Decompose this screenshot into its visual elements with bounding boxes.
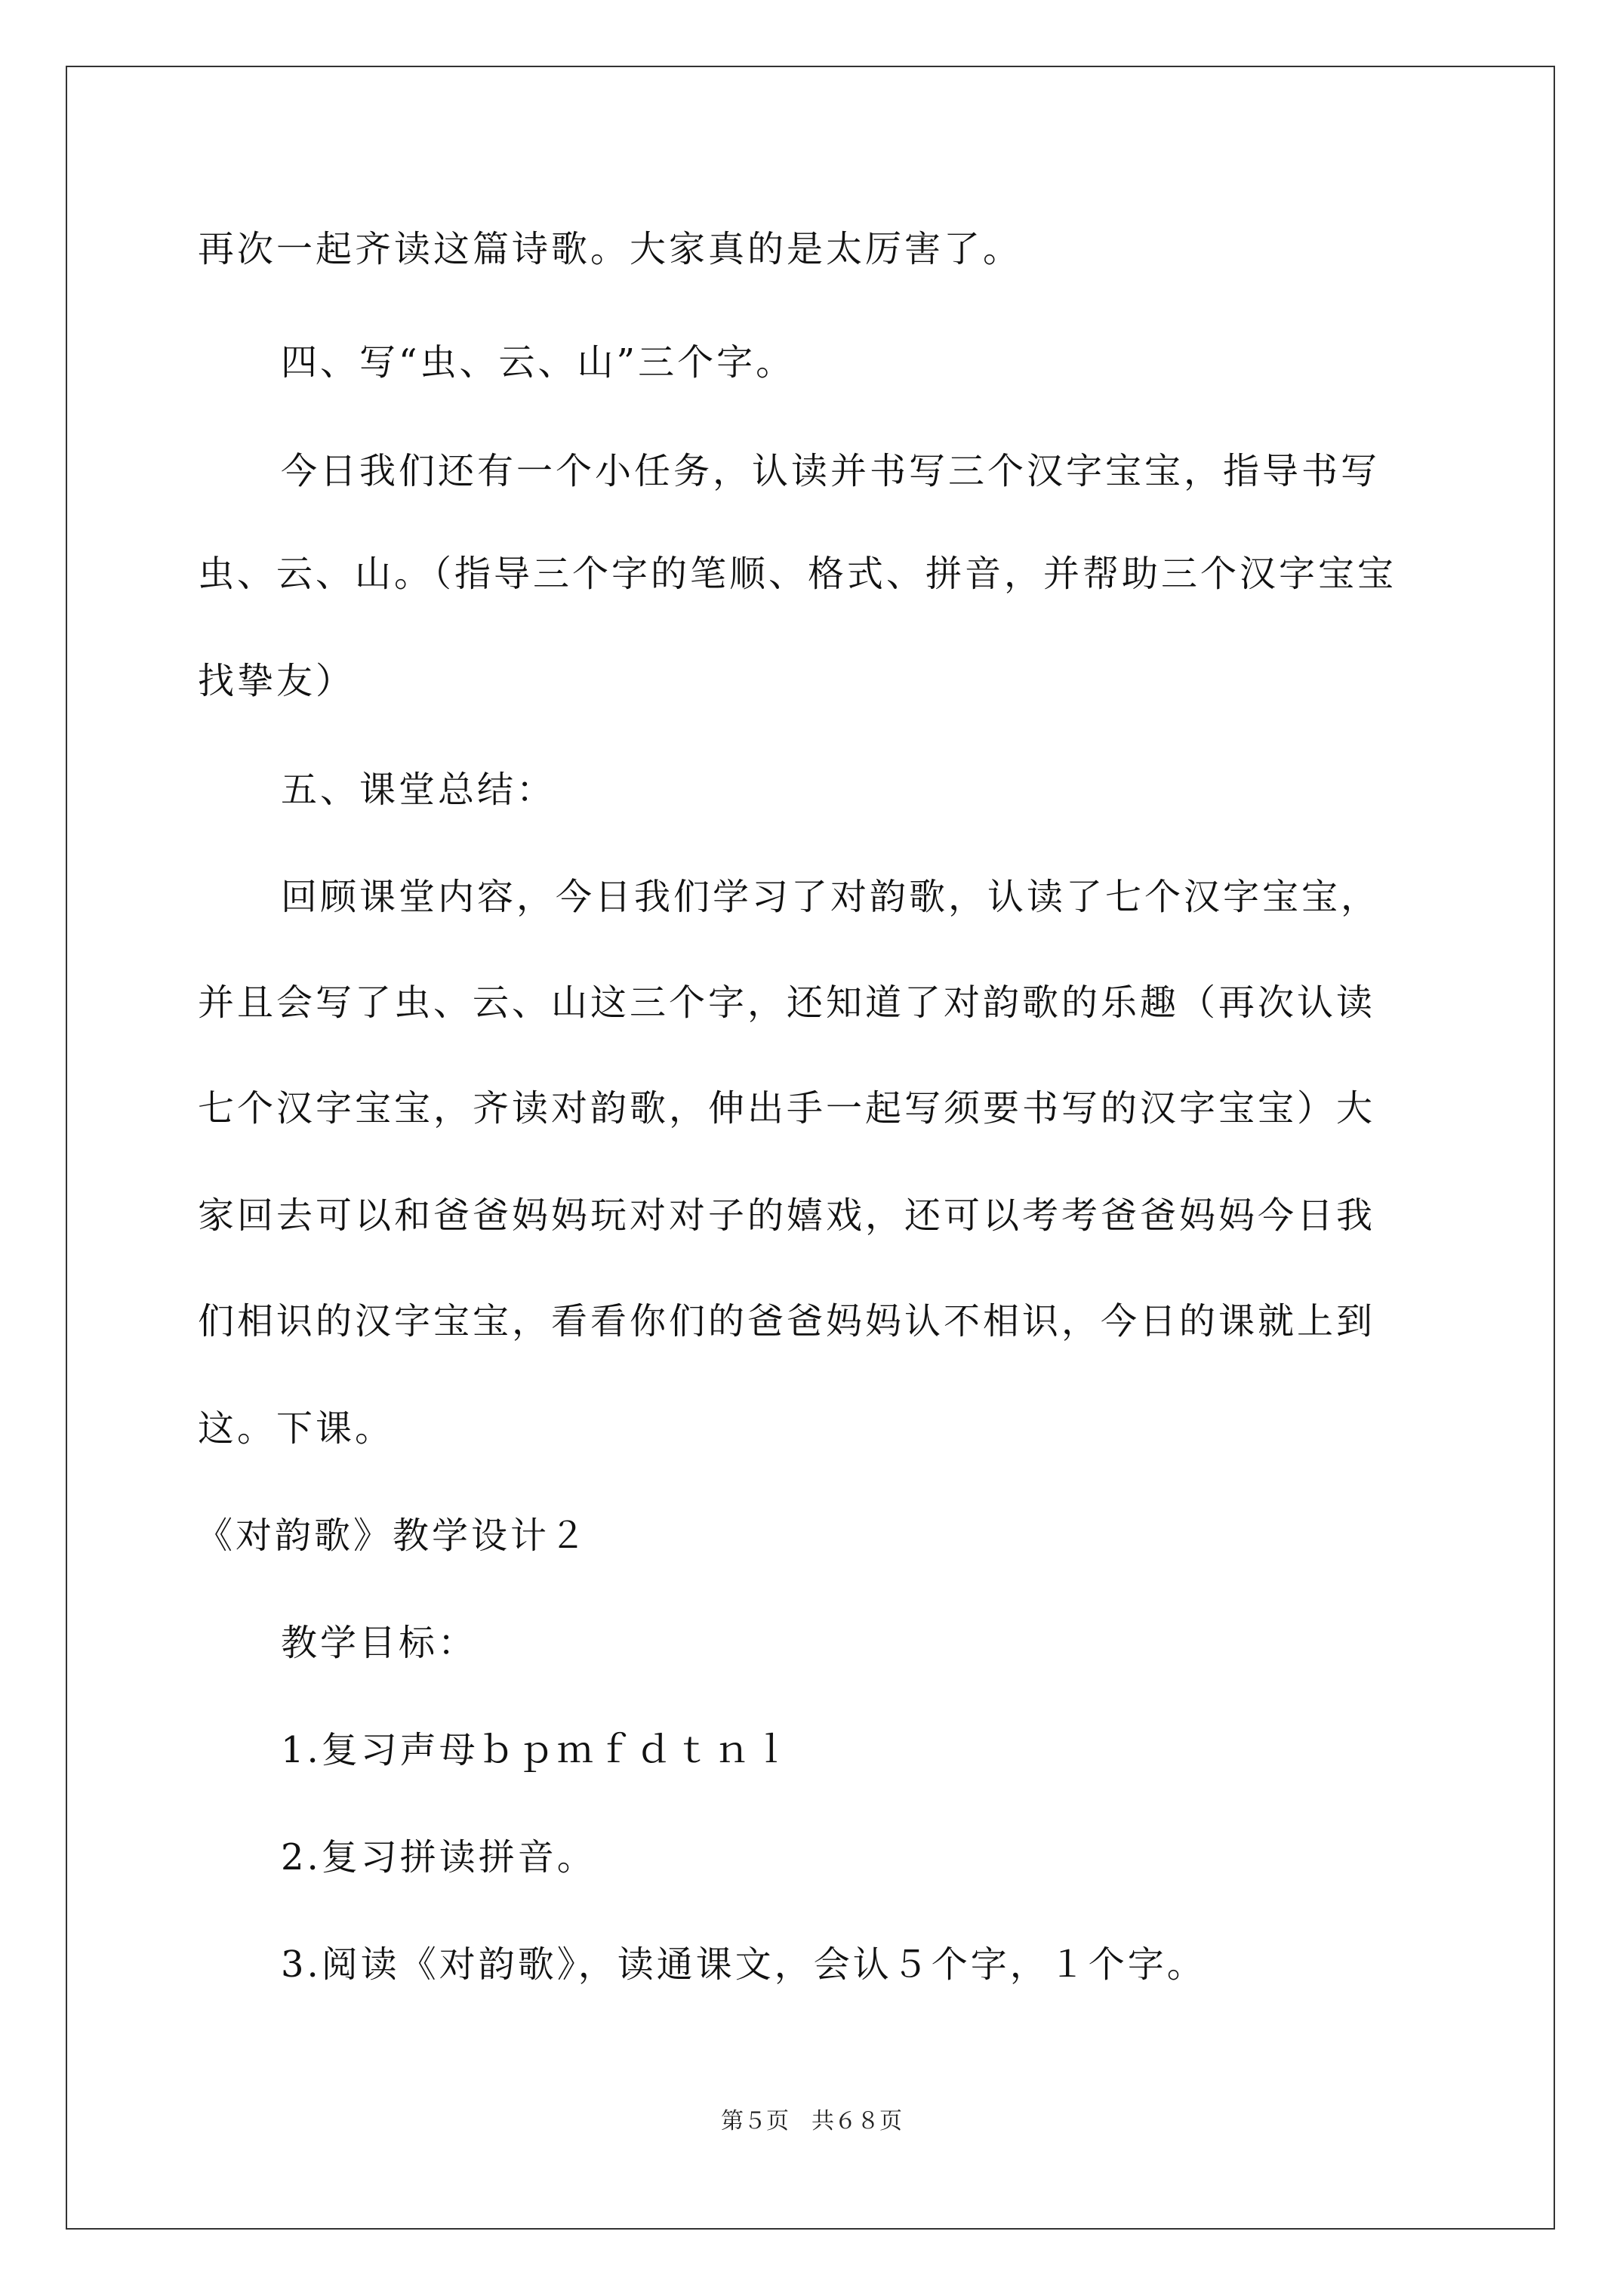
paragraph-line: 回顾课堂内容，今日我们学习了对韵歌，认读了七个汉字宝宝， (281, 876, 1381, 918)
list-item: 1.复习声母ｂｐｍｆｄｔｎｌ (281, 1729, 793, 1771)
list-item: 2.复习拼读拼音。 (281, 1836, 596, 1878)
list-item: 3.阅读《对韵歌》，读通课文，会认５个字，１个字。 (281, 1943, 1206, 1986)
paragraph-line: 这。下课。 (198, 1407, 395, 1450)
page-border (66, 66, 1555, 2230)
paragraph-line: 并且会写了虫、云、山这三个字，还知道了对韵歌的乐趣（再次认读 (198, 982, 1376, 1024)
paragraph-line: 虫、云、山。（指导三个字的笔顺、格式、拼音，并帮助三个汉字宝宝 (198, 553, 1397, 595)
section-heading: 五、课堂总结： (281, 769, 556, 811)
section-heading: 四、写“虫、云、山”三个字。 (281, 341, 796, 384)
paragraph-line: 们相识的汉字宝宝，看看你们的爸爸妈妈认不相识，今日的课就上到 (198, 1300, 1376, 1342)
paragraph-line: 找挚友） (198, 660, 356, 702)
paragraph-line: 七个汉字宝宝，齐读对韵歌，伸出手一起写须要书写的汉字宝宝）大 (198, 1087, 1376, 1130)
document-title: 《对韵歌》教学设计２ (196, 1515, 590, 1557)
page-footer: 第５页 共６８页 (721, 2108, 902, 2134)
paragraph-line: 再次一起齐读这篇诗歌。大家真的是太厉害了。 (198, 228, 1023, 270)
section-heading: 教学目标： (281, 1622, 478, 1664)
paragraph-line: 家回去可以和爸爸妈妈玩对对子的嬉戏，还可以考考爸爸妈妈今日我 (198, 1194, 1376, 1237)
paragraph-line: 今日我们还有一个小任务，认读并书写三个汉字宝宝，指导书写 (281, 450, 1381, 492)
